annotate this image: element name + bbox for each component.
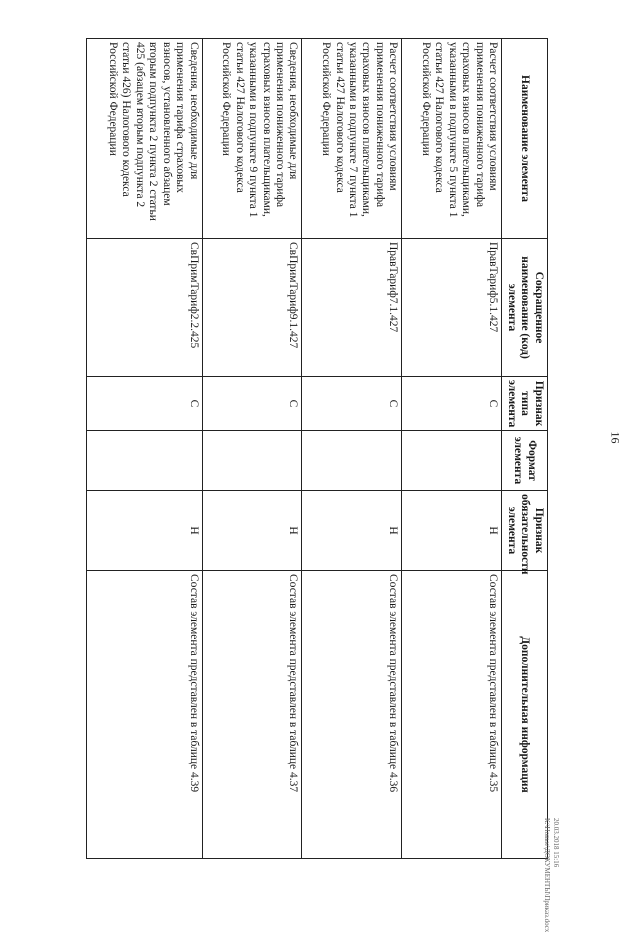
cell-element-required: Н	[302, 491, 402, 571]
cell-element-type: С	[302, 377, 402, 431]
header-additional-info: Дополнительная информация	[502, 571, 548, 859]
header-element-name: Наименование элемента	[502, 39, 548, 239]
cell-element-code: ПравТариф7.1.427	[302, 239, 402, 377]
header-element-code: Сокращенное наименование (код) элемента	[502, 239, 548, 377]
cell-element-code: СвПримТариф9.1.427	[202, 239, 302, 377]
cell-element-format	[202, 431, 302, 491]
cell-element-format	[302, 431, 402, 491]
table-row	[402, 39, 502, 859]
cell-additional-info: Состав элемента представлен в таблице 4.35	[402, 571, 502, 859]
cell-additional-info: Состав элемента представлен в таблице 4.36	[302, 571, 402, 859]
cell-element-name: Расчет соответствия условиям применения пониженного тарифа страховых взносов плательщиками, указанными в подпункте 7 пункта 1 статьи 427 Налогового кодекса Российской Федерации	[302, 39, 402, 239]
table-header-row	[502, 39, 548, 859]
cell-additional-info: Состав элемента представлен в таблице 4.39	[87, 571, 203, 859]
print-stamp	[542, 818, 560, 932]
stamp-line-2: К:\Новые\ДОКУМЕНТЫ\Приказ.docx	[543, 818, 551, 932]
cell-element-name: Сведения, необходимые для применения пониженного тарифа страховых взносов плательщиками, указанными в подпункте 9 пункта 1 статьи 427 Налогового кодекса Российской Федерации	[202, 39, 302, 239]
header-element-required: Признак обязательности элемента	[502, 491, 548, 571]
cell-element-type: С	[87, 377, 203, 431]
page-number: 16	[608, 431, 623, 444]
elements-table-container	[86, 38, 548, 858]
cell-element-name: Сведения, необходимые для применения тарифа страховых взносов, установленного абзацем вторым подпункта 2 пункта 2 статьи 425 (абзацем вторым подпункта 2 статьи 426) Налогового кодекса Российской Федерации	[87, 39, 203, 239]
cell-element-format	[87, 431, 203, 491]
cell-element-required: Н	[87, 491, 203, 571]
table-row	[202, 39, 302, 859]
cell-element-type: С	[402, 377, 502, 431]
cell-element-code: ПравТариф5.1.427	[402, 239, 502, 377]
header-element-type: Признак типа элемента	[502, 377, 548, 431]
header-element-format: Формат элемента	[502, 431, 548, 491]
cell-element-required: Н	[402, 491, 502, 571]
cell-element-name: Расчет соответствия условиям применения пониженного тарифа страховых взносов плательщиками, указанными в подпункте 5 пункта 1 статьи 427 Налогового кодекса Российской Федерации	[402, 39, 502, 239]
stamp-line-1: 20.03.2018 15:16	[552, 818, 560, 868]
table-row	[87, 39, 203, 859]
table-row	[302, 39, 402, 859]
cell-element-format	[402, 431, 502, 491]
elements-table	[86, 38, 548, 859]
cell-element-required: Н	[202, 491, 302, 571]
cell-element-code: СвПримТариф2.2.425	[87, 239, 203, 377]
cell-element-type: С	[202, 377, 302, 431]
cell-additional-info: Состав элемента представлен в таблице 4.37	[202, 571, 302, 859]
